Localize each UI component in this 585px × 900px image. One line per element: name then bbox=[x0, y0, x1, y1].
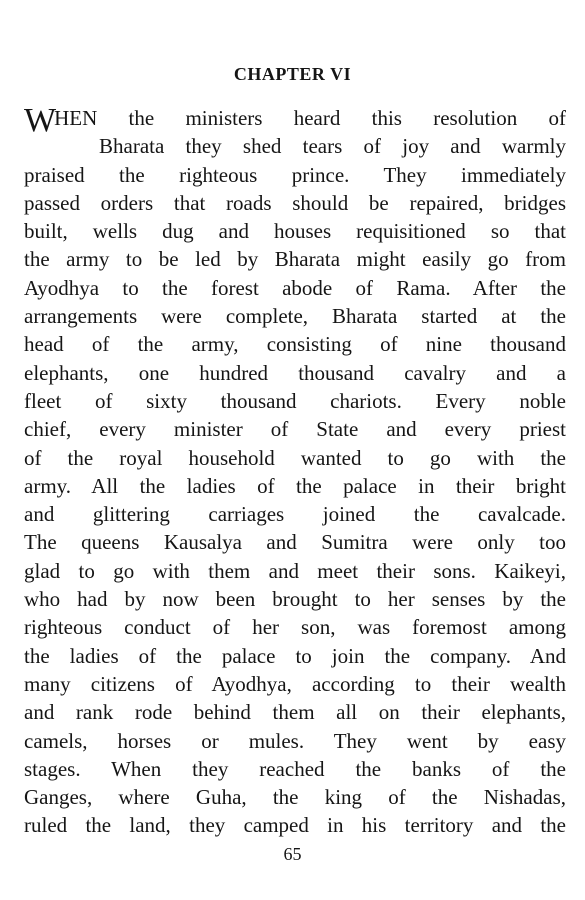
chapter-heading: CHAPTER VI bbox=[233, 64, 352, 84]
text-line: Ayodhya to the forest abode of Rama. After the bbox=[24, 275, 566, 300]
text-line: ruled the land, they camped in his territory and the bbox=[24, 813, 566, 838]
text-line: the ladies of the palace to join the company. And bbox=[24, 643, 566, 668]
text-line: passed orders that roads should be repaired, bridges bbox=[24, 190, 566, 215]
text-line: praised the righteous prince. They immediately bbox=[24, 162, 566, 187]
text-line: arrangements were complete, Bharata started at the bbox=[24, 304, 566, 329]
text-line: chief, every minister of State and every priest bbox=[24, 417, 566, 442]
text-line: army. All the ladies of the palace in their bright bbox=[24, 473, 566, 498]
page-number: 65 bbox=[283, 844, 302, 864]
text-line: elephants, one hundred thousand cavalry and a bbox=[24, 360, 566, 385]
text-line: righteous conduct of her son, was foremost among bbox=[24, 615, 566, 640]
text-line: built, wells dug and houses requisitioned so that bbox=[24, 219, 566, 244]
text-line: head of the army, consisting of nine thousand bbox=[24, 332, 566, 357]
text-line: Ganges, where Guha, the king of the Nishadas, bbox=[24, 785, 566, 810]
text-line: camels, horses or mules. They went by easy bbox=[24, 728, 566, 753]
text-line: Bharata they shed tears of joy and warmly bbox=[99, 134, 566, 159]
text-line: and glittering carriages joined the cavalcade. bbox=[24, 502, 566, 527]
text-line: many citizens of Ayodhya, according to their wealth bbox=[24, 671, 566, 696]
text-line: The queens Kausalya and Sumitra were only too bbox=[24, 530, 566, 555]
text-line: who had by now been brought to her senses by the bbox=[24, 587, 566, 612]
text-line: and rank rode behind them all on their elephants, bbox=[24, 700, 566, 725]
text-line: the army to be led by Bharata might easily go from bbox=[24, 247, 566, 272]
text-line: of the royal household wanted to go with the bbox=[24, 445, 566, 470]
text-line: glad to go with them and meet their sons. Kaikeyi, bbox=[24, 558, 566, 583]
text-line: stages. When they reached the banks of the bbox=[24, 756, 566, 781]
text-line bbox=[24, 102, 566, 139]
text-line-content: HEN the ministers heard this resolution of bbox=[54, 106, 566, 130]
text-line: fleet of sixty thousand chariots. Every noble bbox=[24, 388, 566, 413]
chapter-body-text bbox=[24, 104, 566, 840]
drop-cap: W bbox=[24, 102, 57, 139]
